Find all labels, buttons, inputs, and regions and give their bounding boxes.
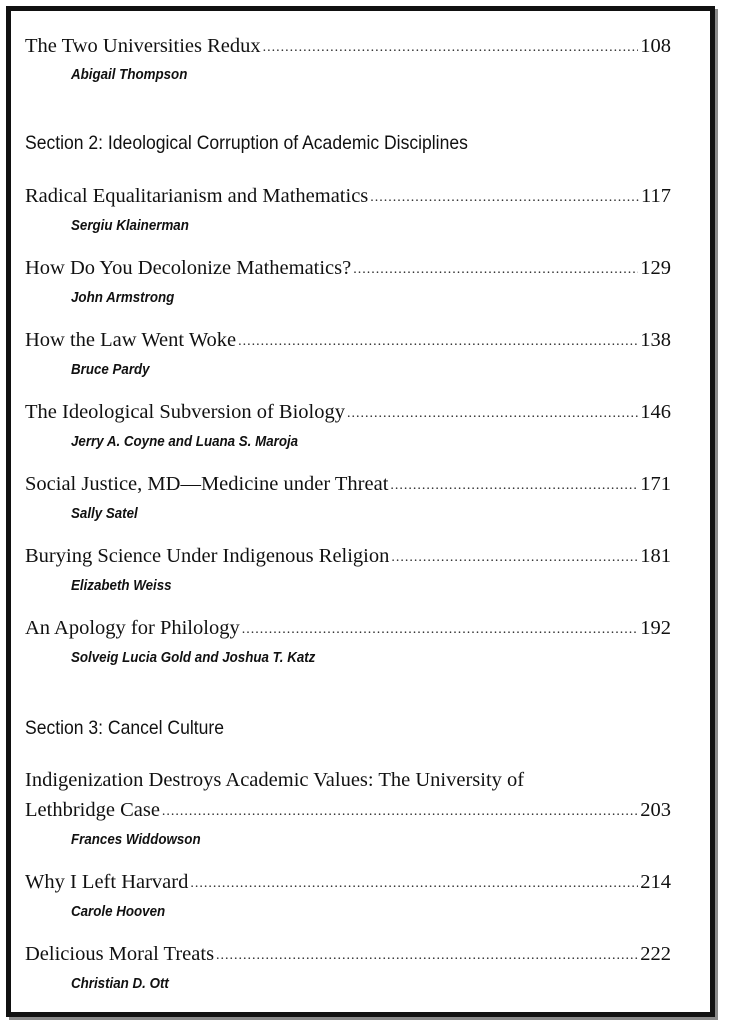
entry-title-text: An Apology for Philology <box>25 617 240 639</box>
entry-title-text: The Ideological Subversion of Biology <box>25 401 345 423</box>
entry-title-text: The Two Universities Redux <box>25 35 261 57</box>
page-number: 146 <box>640 401 671 423</box>
dot-leader <box>391 545 638 571</box>
entry-title-text: Delicious Moral Treats <box>25 943 215 965</box>
section-heading: Section 3: Cancel Culture <box>25 717 225 739</box>
entry-author: Christian D. Ott <box>71 976 169 992</box>
entry-title-text: How Do You Decolonize Mathematics? <box>25 257 352 279</box>
toc-entry-title[interactable] <box>25 183 671 212</box>
page-number: 203 <box>640 799 671 821</box>
page-number: 222 <box>640 943 671 965</box>
page-number: 108 <box>640 35 671 57</box>
entry-author: Sergiu Klainerman <box>71 218 189 234</box>
entry-title-text: Radical Equalitarianism and Mathematics <box>25 185 369 207</box>
entry-author: Elizabeth Weiss <box>71 578 172 594</box>
entry-author: Jerry A. Coyne and Luana S. Maroja <box>71 434 299 450</box>
toc-entry-title[interactable] <box>25 255 671 284</box>
entry-author: Frances Widdowson <box>71 832 201 848</box>
page-number: 171 <box>640 473 671 495</box>
table-of-contents <box>11 11 710 1012</box>
entry-title-text: Lethbridge Case <box>25 799 160 821</box>
page-number: 181 <box>640 545 671 567</box>
dot-leader <box>353 257 638 283</box>
toc-entry-title[interactable] <box>25 471 671 500</box>
page-number: 117 <box>641 185 671 207</box>
entry-author: Carole Hooven <box>71 904 166 920</box>
page-frame <box>6 6 715 1017</box>
dot-leader <box>190 871 638 897</box>
entry-title-text: Social Justice, MD—Medicine under Threat <box>25 473 389 495</box>
entry-author: Solveig Lucia Gold and Joshua T. Katz <box>71 650 316 666</box>
dot-leader <box>238 329 638 355</box>
dot-leader <box>263 35 639 61</box>
entry-author: Bruce Pardy <box>71 362 150 378</box>
entry-author: Sally Satel <box>71 506 138 522</box>
toc-entry-title[interactable] <box>25 327 671 356</box>
entry-title-text: Why I Left Harvard <box>25 871 189 893</box>
entry-title-line1[interactable]: Indigenization Destroys Academic Values: The University of <box>25 769 525 791</box>
dot-leader <box>347 401 638 427</box>
entry-title-text: How the Law Went Woke <box>25 329 237 351</box>
toc-entry-title[interactable] <box>25 941 671 970</box>
dot-leader <box>216 943 638 969</box>
page-number: 129 <box>640 257 671 279</box>
toc-entry-title[interactable] <box>25 33 671 62</box>
toc-entry-title[interactable] <box>25 399 671 428</box>
toc-entry-title[interactable] <box>25 797 671 826</box>
dot-leader <box>370 185 639 211</box>
section-heading: Section 2: Ideological Corruption of Academic Disciplines <box>25 132 468 154</box>
toc-entry-title[interactable] <box>25 543 671 572</box>
dot-leader <box>242 617 639 643</box>
dot-leader <box>390 473 638 499</box>
entry-title-text: Burying Science Under Indigenous Religion <box>25 545 390 567</box>
toc-entry-title[interactable] <box>25 615 671 644</box>
entry-author: John Armstrong <box>71 290 175 306</box>
entry-author: Abigail Thompson <box>71 67 188 83</box>
dot-leader <box>162 799 638 825</box>
toc-entry-title[interactable] <box>25 869 671 898</box>
page-number: 192 <box>640 617 671 639</box>
page-number: 138 <box>640 329 671 351</box>
page-number: 214 <box>640 871 671 893</box>
